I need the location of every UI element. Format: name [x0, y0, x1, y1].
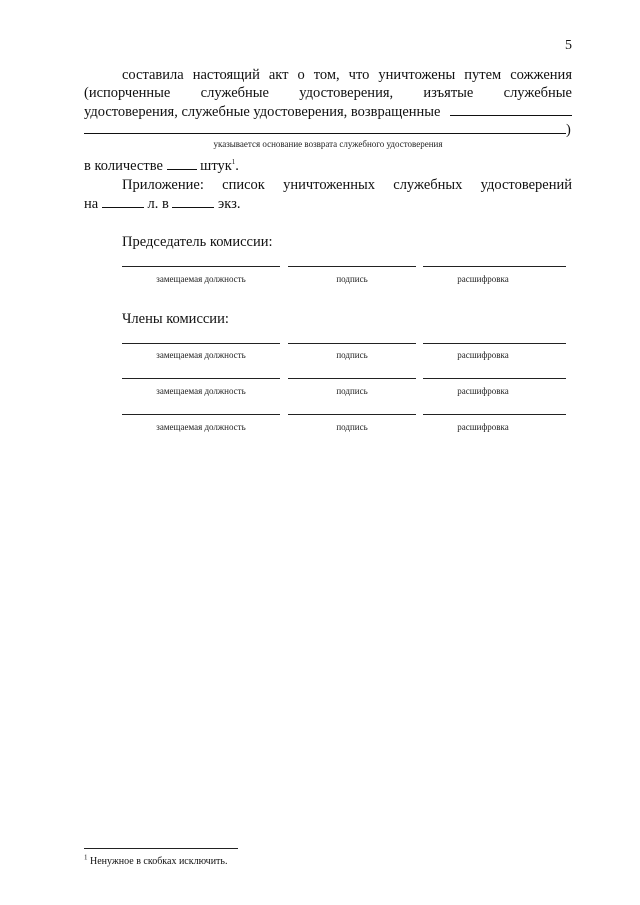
quantity-unit: штук — [200, 158, 232, 174]
position-caption: замещаемая должность — [156, 350, 246, 360]
closing-bracket: ) — [566, 122, 571, 138]
word: изъятые — [423, 85, 474, 101]
word: служебных — [393, 177, 463, 193]
word: служебные — [503, 85, 572, 101]
chairman-signature-line[interactable] — [288, 266, 416, 267]
member1-position-line[interactable] — [122, 343, 280, 344]
quantity-prefix: в количестве — [84, 158, 163, 174]
act-statement-line: составила настоящий акт о том, что уничтожены путем сожжения — [122, 67, 572, 83]
appendix-on: на — [84, 196, 99, 212]
certificate-types-line — [84, 84, 572, 102]
name-caption: расшифровка — [457, 386, 509, 396]
footnote-separator — [84, 848, 238, 849]
quantity-line: в количестве штук$^1$. — [84, 158, 239, 174]
appendix-count-line — [84, 194, 572, 213]
signature-caption: подпись — [336, 350, 368, 360]
signature-caption: подпись — [336, 386, 368, 396]
word: уничтоженных — [283, 177, 375, 193]
member1-name-line[interactable] — [423, 343, 566, 344]
sheets-blank[interactable] — [102, 194, 144, 208]
appendix-sheets: л. в — [147, 196, 169, 212]
member2-position-line[interactable] — [122, 378, 280, 379]
name-caption: расшифровка — [457, 422, 509, 432]
copies-blank[interactable] — [172, 194, 214, 208]
word: удостоверения, — [299, 85, 394, 101]
returned-certificates-line — [84, 102, 572, 121]
reason-blank[interactable] — [84, 120, 566, 134]
member1-signature-line[interactable] — [288, 343, 416, 344]
returned-label: удостоверения, служебные удостоверения, возвращенные — [84, 104, 441, 120]
position-caption: замещаемая должность — [156, 386, 246, 396]
position-caption: замещаемая должность — [156, 422, 246, 432]
name-caption: расшифровка — [457, 350, 509, 360]
reason-line — [84, 120, 572, 139]
word: список — [222, 177, 265, 193]
member3-name-line[interactable] — [423, 414, 566, 415]
word: удостоверений — [480, 177, 572, 193]
quantity-blank[interactable] — [167, 156, 197, 170]
members-heading: Члены комиссии: — [122, 311, 229, 327]
member3-position-line[interactable] — [122, 414, 280, 415]
returned-blank[interactable] — [450, 102, 572, 116]
footnote-mark: 1 — [84, 853, 88, 862]
chairman-name-line[interactable] — [423, 266, 566, 267]
signature-caption: подпись — [336, 422, 368, 432]
position-caption: замещаемая должность — [156, 274, 246, 284]
member2-signature-line[interactable] — [288, 378, 416, 379]
chairman-heading: Председатель комиссии: — [122, 234, 273, 250]
reason-caption: указывается основание возврата служебного удостоверения — [213, 139, 443, 149]
appendix-copies: экз. — [218, 196, 241, 212]
word: служебные — [200, 85, 269, 101]
appendix-line — [122, 176, 572, 194]
name-caption: расшифровка — [457, 274, 509, 284]
signature-caption: подпись — [336, 274, 368, 284]
chairman-position-line[interactable] — [122, 266, 280, 267]
word: (испорченные — [84, 85, 171, 101]
member2-name-line[interactable] — [423, 378, 566, 379]
word: Приложение: — [122, 177, 204, 193]
page-number: 5 — [565, 38, 572, 53]
footnote-reference: 1 — [231, 158, 236, 167]
member3-signature-line[interactable] — [288, 414, 416, 415]
footnote — [84, 853, 228, 867]
footnote-text: Ненужное в скобках исключить. — [90, 856, 228, 867]
